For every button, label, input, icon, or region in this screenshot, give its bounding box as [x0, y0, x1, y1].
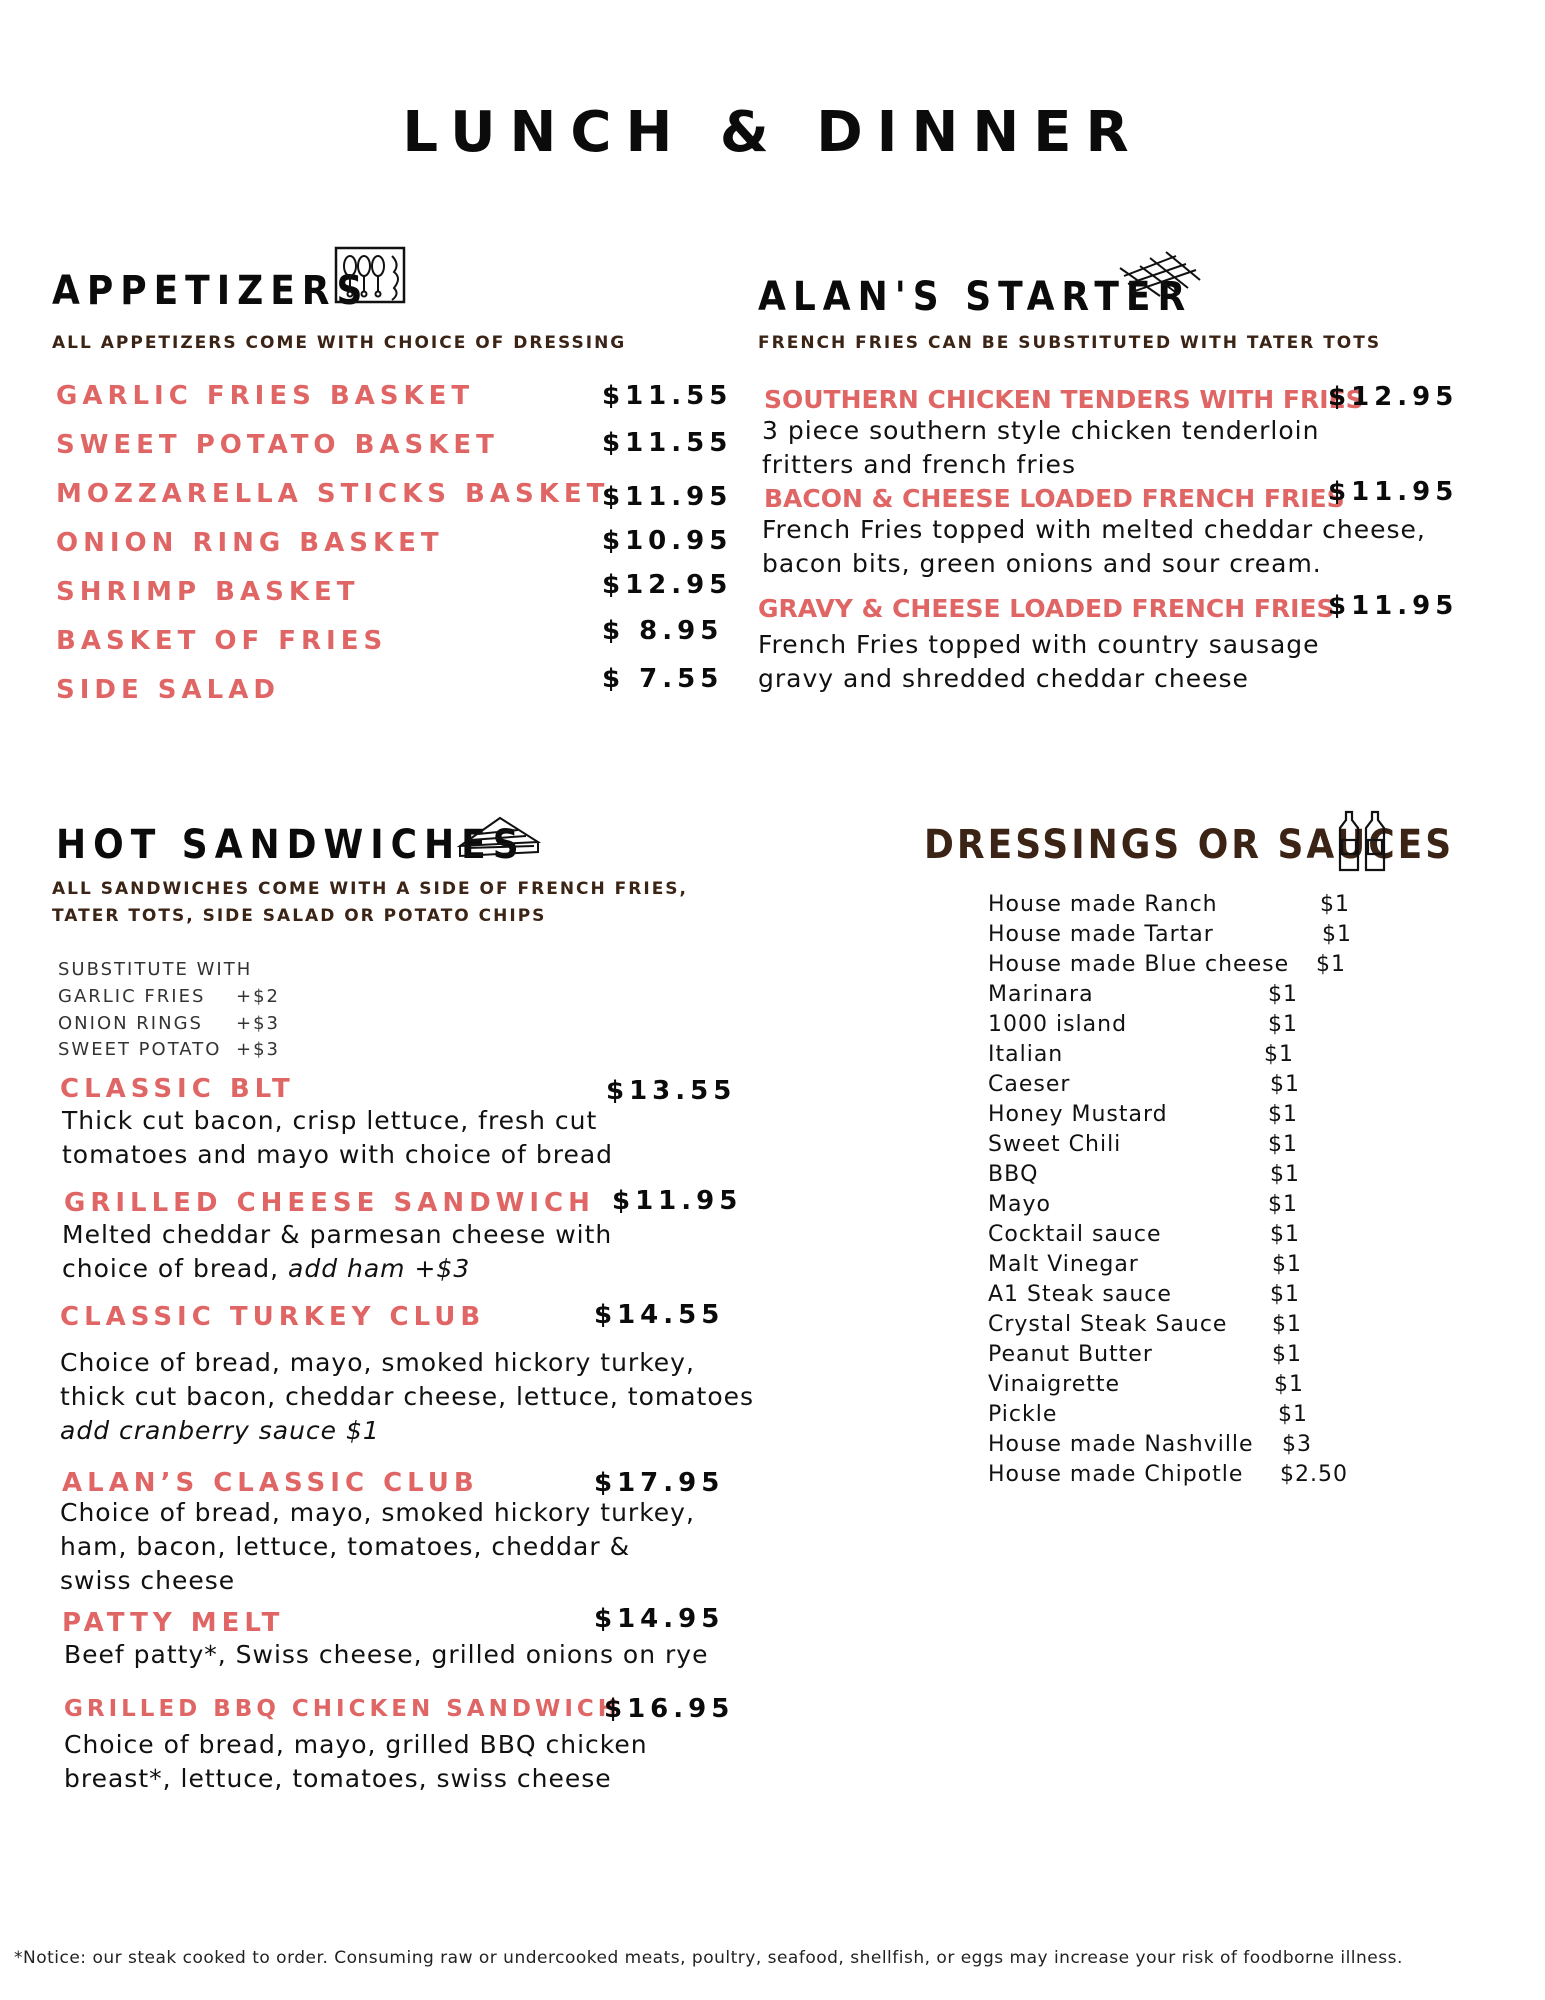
sandwich-item-description: Beef patty*, Swiss cheese, grilled onions on rye: [64, 1640, 709, 1669]
sauce-item-price: $1: [1272, 1342, 1302, 1367]
starter-item-name: GRAVY & CHEESE LOADED FRENCH FRIES: [758, 594, 1335, 623]
appetizer-item-name: SWEET POTATO BASKET: [56, 430, 499, 460]
substitute-option-name: SWEET POTATO: [58, 1039, 222, 1060]
sandwich-item-price: $14.55: [594, 1300, 725, 1330]
starter-item-name: BACON & CHEESE LOADED FRENCH FRIES: [764, 484, 1345, 513]
page-title: LUNCH & DINNER: [402, 100, 1143, 165]
appetizer-item-price: $12.95: [602, 570, 733, 600]
sandwich-item-description: Choice of bread, mayo, grilled BBQ chicken breast*, lettuce, tomatoes, swiss cheese: [64, 1730, 648, 1793]
footer-notice: *Notice: our steak cooked to order. Consuming raw or undercooked meats, poultry, seafood, shellfish, or eggs may increase your risk of foodborne illness.: [14, 1948, 1403, 1968]
sandwiches-heading: HOT SANDWICHES: [56, 822, 526, 868]
starter-item-price: $11.95: [1328, 477, 1459, 507]
sauce-item-price: $2.50: [1280, 1462, 1348, 1487]
appetizer-item-name: MOZZARELLA STICKS BASKET: [56, 479, 610, 509]
sauce-item-name: Peanut Butter: [988, 1342, 1153, 1367]
appetizers-heading: APPETIZERS: [52, 268, 370, 314]
sandwich-item-name: GRILLED CHEESE SANDWICH: [64, 1188, 595, 1218]
sandwiches-note: ALL SANDWICHES COME WITH A SIDE OF FRENCH FRIES, TATER TOTS, SIDE SALAD OR POTATO CHIPS: [52, 879, 689, 926]
sauce-item-name: Malt Vinegar: [988, 1252, 1139, 1277]
sauces-heading: DRESSINGS OR SAUCES: [924, 822, 1455, 868]
sauce-item-price: $1: [1270, 1162, 1300, 1187]
sauce-item-name: Marinara: [988, 982, 1094, 1007]
sauce-item-price: $1: [1316, 952, 1346, 977]
starter-item-price: $12.95: [1328, 382, 1459, 412]
sauce-item-price: $1: [1264, 1042, 1294, 1067]
sandwich-item-price: $11.95: [612, 1186, 743, 1216]
appetizer-item-price: $11.95: [602, 482, 733, 512]
sauce-item-price: $1: [1268, 982, 1298, 1007]
sandwich-item-price: $16.95: [604, 1694, 735, 1724]
sauce-item-name: House made Blue cheese: [988, 952, 1290, 977]
sauce-item-price: $1: [1322, 922, 1352, 947]
substitute-option-name: GARLIC FRIES: [58, 986, 206, 1007]
sandwich-item-name: ALAN’S CLASSIC CLUB: [62, 1468, 479, 1498]
sandwich-addon-text: add ham +$3: [288, 1254, 471, 1283]
appetizer-item-price: $ 8.95: [602, 616, 724, 646]
sauce-item-name: A1 Steak sauce: [988, 1282, 1172, 1307]
sauce-item-price: $1: [1320, 892, 1350, 917]
sauce-item-price: $1: [1270, 1222, 1300, 1247]
starter-note: FRENCH FRIES CAN BE SUBSTITUTED WITH TATER TOTS: [758, 333, 1382, 353]
substitute-option-price: +$2: [236, 986, 280, 1007]
sandwich-item-price: $13.55: [606, 1076, 737, 1106]
starter-item-description: French Fries topped with country sausage gravy and shredded cheddar cheese: [758, 630, 1320, 693]
sauce-item-price: $1: [1270, 1072, 1300, 1097]
appetizer-item-name: SHRIMP BASKET: [56, 577, 360, 607]
sandwich-description-text: Melted cheddar & parmesan cheese with choice of bread,: [62, 1220, 613, 1283]
sauce-item-name: Cocktail sauce: [988, 1222, 1162, 1247]
starter-item-price: $11.95: [1328, 591, 1459, 621]
sandwich-icon: [456, 812, 542, 864]
sauce-item-name: Sweet Chili: [988, 1132, 1122, 1157]
sauce-item-name: House made Tartar: [988, 922, 1214, 947]
sauce-item-price: $1: [1272, 1312, 1302, 1337]
substitute-option-price: +$3: [236, 1039, 280, 1060]
appetizers-note: ALL APPETIZERS COME WITH CHOICE OF DRESSING: [52, 333, 627, 353]
sauce-item-price: $1: [1268, 1102, 1298, 1127]
sauce-item-name: Pickle: [988, 1402, 1058, 1427]
sauce-item-price: $1: [1268, 1012, 1298, 1037]
starter-heading: ALAN'S STARTER: [758, 274, 1193, 320]
sandwich-item-name: GRILLED BBQ CHICKEN SANDWICH: [64, 1696, 622, 1722]
sauce-item-name: House made Nashville: [988, 1432, 1254, 1457]
appetizer-item-price: $ 7.55: [602, 664, 724, 694]
french-fries-icon: [1116, 246, 1206, 302]
starter-item-name: SOUTHERN CHICKEN TENDERS WITH FRIES: [764, 385, 1364, 414]
appetizer-item-price: $11.55: [602, 428, 733, 458]
sandwich-item-description: [62, 1218, 642, 1286]
sauce-item-name: Honey Mustard: [988, 1102, 1168, 1127]
sandwich-item-description: Choice of bread, mayo, smoked hickory turkey, thick cut bacon, cheddar cheese, lettuce, tomatoes: [60, 1348, 755, 1411]
sauce-item-price: $3: [1282, 1432, 1312, 1457]
sauce-item-name: Mayo: [988, 1192, 1051, 1217]
appetizer-item-price: $10.95: [602, 526, 733, 556]
sauce-item-price: $1: [1274, 1372, 1304, 1397]
sauce-item-name: Vinaigrette: [988, 1372, 1121, 1397]
sauce-item-name: House made Ranch: [988, 892, 1218, 917]
sauce-bottles-icon: [1336, 810, 1392, 874]
sauce-item-name: Crystal Steak Sauce: [988, 1312, 1228, 1337]
sauce-item-name: BBQ: [988, 1162, 1039, 1187]
starter-item-description: French Fries topped with melted cheddar cheese, bacon bits, green onions and sour cream.: [762, 515, 1426, 578]
sauce-item-price: $1: [1270, 1282, 1300, 1307]
sauce-item-price: $1: [1278, 1402, 1308, 1427]
sauce-item-name: Italian: [988, 1042, 1064, 1067]
appetizer-item-name: GARLIC FRIES BASKET: [56, 381, 475, 411]
substitute-label: SUBSTITUTE WITH: [58, 959, 253, 980]
sandwich-item-name: CLASSIC BLT: [60, 1074, 295, 1104]
sauce-item-name: Caeser: [988, 1072, 1071, 1097]
sauce-item-name: 1000 island: [988, 1012, 1128, 1037]
sandwich-item-name: PATTY MELT: [62, 1608, 285, 1638]
sauce-item-price: $1: [1268, 1132, 1298, 1157]
sandwich-addon-text: [60, 1414, 380, 1448]
appetizer-item-name: SIDE SALAD: [56, 675, 280, 705]
starter-item-description: 3 piece southern style chicken tenderloin fritters and french fries: [762, 416, 1320, 479]
sandwich-item-price: $17.95: [594, 1468, 725, 1498]
appetizer-item-price: $11.55: [602, 381, 733, 411]
sandwich-item-description: Thick cut bacon, crisp lettuce, fresh cut tomatoes and mayo with choice of bread: [62, 1106, 614, 1169]
appetizer-item-name: ONION RING BASKET: [56, 528, 444, 558]
sauce-item-name: House made Chipotle: [988, 1462, 1244, 1487]
substitute-option-price: +$3: [236, 1013, 280, 1034]
sauce-item-price: $1: [1268, 1192, 1298, 1217]
chicken-legs-icon: [334, 246, 410, 306]
sauce-item-price: $1: [1272, 1252, 1302, 1277]
sandwich-item-description: Choice of bread, mayo, smoked hickory turkey, ham, bacon, lettuce, tomatoes, cheddar & swiss cheese: [60, 1498, 695, 1595]
substitute-option-name: ONION RINGS: [58, 1013, 203, 1034]
sandwich-item-name: CLASSIC TURKEY CLUB: [60, 1302, 486, 1332]
sandwich-addon-italic: add cranberry sauce $1: [60, 1416, 380, 1445]
sandwich-item-price: $14.95: [594, 1604, 725, 1634]
appetizer-item-name: BASKET OF FRIES: [56, 626, 388, 656]
